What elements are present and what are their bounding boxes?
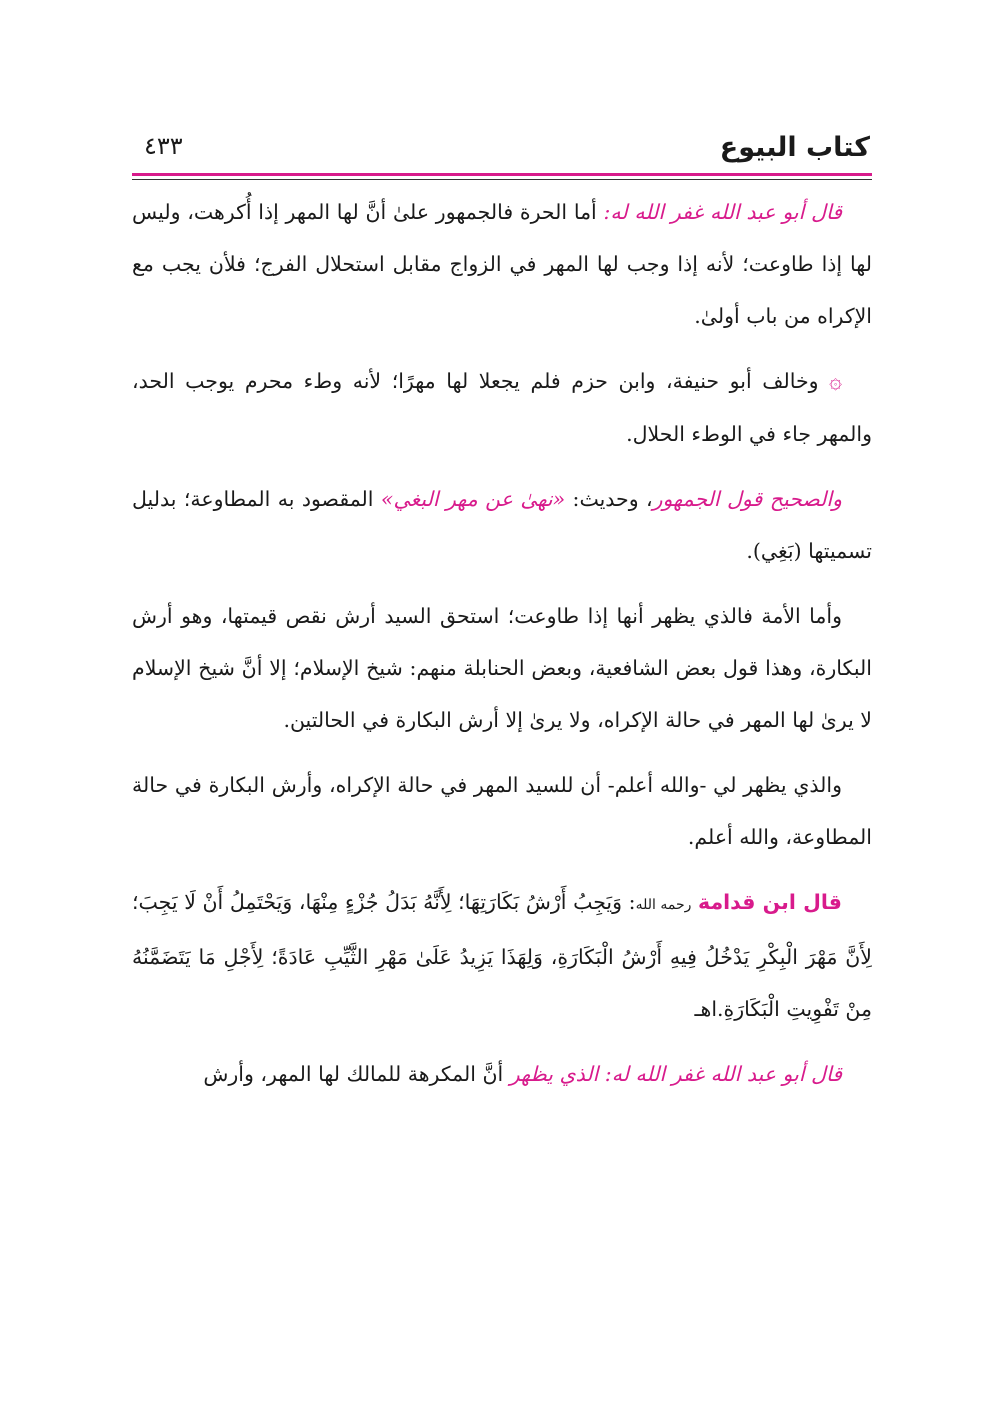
paragraph-2 <box>132 355 872 460</box>
header-rule-pink <box>132 173 872 176</box>
paragraph-3 <box>132 473 872 577</box>
chapter-title: كتاب البيوع <box>719 132 870 163</box>
paragraph-1 <box>132 186 872 342</box>
quote-text: : وَيَجِبُ أَرْشُ بَكَارَتِهَا؛ لِأَنَّهُ بَدَلُ جُزْءٍ مِنْهَا، وَيَحْتَمِلُ أَنْ لَا يَجِبَ؛ لِأَنَّ مَهْرَ الْبِكْرِ يَدْخُلُ فِيهِ أَرْشُ الْبَكَارَةِ، وَلِهَذَا يَزِيدُ عَلَىٰ مَهْرِ الثَّيِّبِ عَادَةً؛ لِأَجْلِ مَا يَتَضَمَّنُهُ مِنْ تَفْوِيتِ الْبَكَارَةِ.اهـ <box>132 890 872 1021</box>
speaker-label: قال أبو عبد الله غفر الله له: <box>604 1062 842 1086</box>
paragraph-text: وأما الأمة فالذي يظهر أنها إذا طاوعت؛ استحق السيد أرش نقص قيمتها، وهو أرش البكارة، وهذا قول بعض الشافعية، وبعض الحنابلة منهم: شيخ الإسلام؛ إلا أنَّ شيخ الإسلام لا يرىٰ لها المهر في حالة الإكراه، ولا يرىٰ إلا أرش البكارة في الحالتين. <box>132 604 872 732</box>
speaker-label: قال ابن قدامة <box>698 890 842 914</box>
paragraph-4 <box>132 590 872 746</box>
honorific: رحمه الله <box>635 897 692 913</box>
paragraph-7 <box>132 1048 872 1100</box>
paragraph-text: المقصود به المطاوعة؛ بدليل تسميتها (بَغِي). <box>132 487 872 563</box>
lead-phrase: الذي يظهر <box>509 1062 605 1086</box>
page-body <box>132 186 872 1113</box>
paragraph-text: ، وحديث: <box>565 487 653 511</box>
lead-phrase: والصحيح قول الجمهور <box>652 487 842 511</box>
paragraph-text: وخالف أبو حنيفة، وابن حزم فلم يجعلا لها مهرًا؛ لأنه وطء محرم يوجب الحد، والمهر جاء في الوطء الحلال. <box>132 369 872 446</box>
speaker-label: قال أبو عبد الله غفر الله له: <box>603 200 842 224</box>
page-header <box>132 124 872 170</box>
paragraph-5 <box>132 759 872 863</box>
hadith-quote: «نهىٰ عن مهر البغي» <box>380 487 566 511</box>
page-number: ٤٣٣ <box>144 132 183 160</box>
paragraph-text: أنَّ المكرهة للمالك لها المهر، وأرش <box>203 1062 510 1086</box>
flower-ornament-icon: ۞ <box>829 369 842 394</box>
header-rule-dark <box>132 179 872 180</box>
paragraph-text: أما الحرة فالجمهور علىٰ أنَّ لها المهر إذا أُكرهت، وليس لها إذا طاوعت؛ لأنه إذا وجب لها المهر في الزواج مقابل استحلال الفرج؛ فلأن يجب مع الإكراه من باب أولىٰ. <box>132 200 872 328</box>
paragraph-text: والذي يظهر لي -والله أعلم- أن للسيد المهر في حالة الإكراه، وأرش البكارة في حالة المطاوعة، والله أعلم. <box>132 773 872 849</box>
paragraph-6 <box>132 876 872 1035</box>
